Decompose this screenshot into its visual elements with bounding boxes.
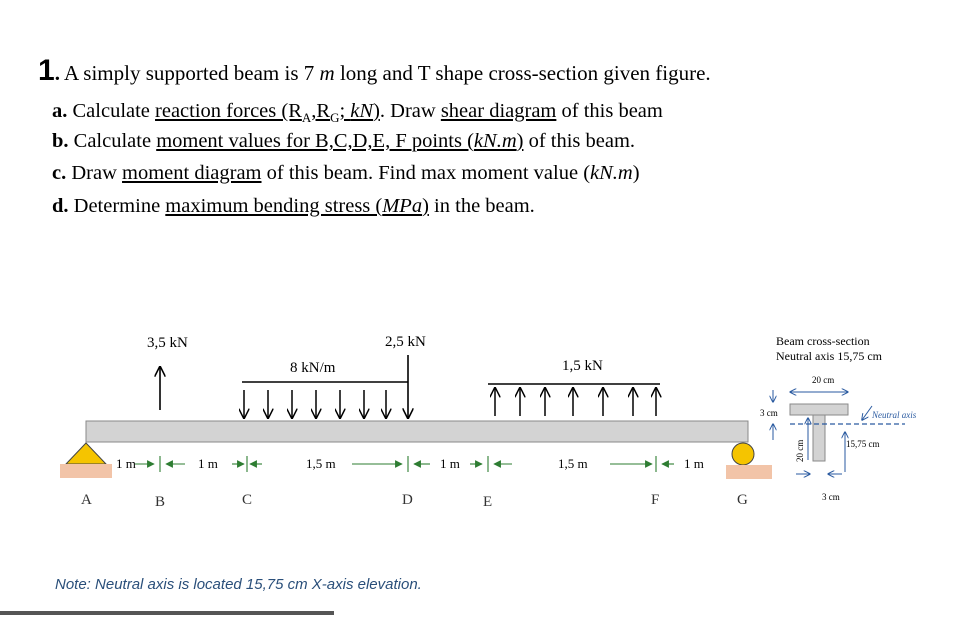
pin-support-A — [66, 443, 106, 464]
cs-width-label: 20 cm — [812, 375, 835, 385]
c-label: c. — [52, 162, 67, 184]
cs-na-label: Neutral axis — [872, 410, 917, 420]
point-E: E — [483, 494, 493, 510]
dist-load-arrows — [244, 390, 386, 418]
dim-AB: 1 m — [116, 456, 136, 471]
point-D: D — [402, 492, 413, 508]
cs-flange — [790, 404, 848, 415]
point-A: A — [81, 492, 92, 508]
question-dash: . — [54, 61, 60, 85]
dist-load-label: 8 kN/m — [290, 360, 336, 376]
d-label: d. — [52, 195, 69, 217]
up-load-arrows — [495, 388, 656, 416]
bottom-rule — [0, 611, 334, 615]
point-B: B — [155, 494, 166, 510]
d-text: Determine — [68, 195, 166, 217]
c-text3: ) — [632, 162, 640, 184]
b-label: b. — [52, 130, 69, 152]
support-G-base — [726, 465, 772, 479]
point-labels — [81, 492, 748, 510]
point-F: F — [651, 492, 660, 508]
c-text: Draw — [66, 162, 123, 184]
beam — [86, 421, 748, 442]
question-number: 1 — [38, 54, 55, 87]
load-D-label: 2,5 kN — [385, 334, 426, 350]
b-text: Calculate — [68, 130, 157, 152]
dim-FG: 1 m — [684, 456, 704, 471]
cs-flange-label: 3 cm — [760, 408, 778, 418]
up-load-label: 1,5 kN — [562, 358, 603, 374]
c-moment-diagram: moment diagram — [122, 162, 262, 184]
cs-na-distance: 15,75 cm — [846, 439, 880, 449]
dim-BC: 1 m — [198, 456, 218, 471]
note: Note: Neutral axis is located 15,75 cm X-axis elevation. — [55, 576, 422, 593]
load-B-label: 3,5 kN — [147, 335, 188, 351]
a-label: a. — [52, 100, 68, 122]
cs-web — [813, 415, 825, 461]
point-C: C — [242, 492, 253, 508]
d-stress: maximum bending stress (MPa) — [165, 195, 429, 217]
cs-title: Beam cross-section — [776, 334, 870, 348]
cs-depth-label: 20 cm — [795, 439, 805, 462]
c-unit: kN.m — [590, 162, 633, 184]
dim-EF: 1,5 m — [558, 456, 588, 471]
dim-CD: 1,5 m — [306, 456, 336, 471]
a-text2: . Draw — [379, 100, 441, 122]
cs-na-pointer — [862, 406, 872, 420]
roller-support-G — [732, 443, 754, 465]
b-moment: moment values for B,C,D,E, F points (kN.m) — [156, 130, 524, 152]
c-text2: of this beam. Find max moment value ( — [261, 162, 591, 184]
d-text2: in the beam. — [428, 195, 535, 217]
a-text3: of this beam — [556, 100, 663, 122]
a-text: Calculate — [67, 100, 156, 122]
intro-text-end: long and T shape cross-section given figure. — [334, 61, 711, 85]
intro-unit: m — [319, 61, 335, 85]
cs-neutral-title: Neutral axis 15,75 cm — [776, 349, 882, 363]
support-A-base — [60, 464, 112, 478]
a-shear: shear diagram — [440, 100, 557, 122]
dim-DE: 1 m — [440, 456, 460, 471]
cs-web-label: 3 cm — [822, 492, 840, 502]
point-G: G — [737, 492, 748, 508]
b-text2: of this beam. — [523, 130, 636, 152]
intro-text: A simply supported beam is 7 — [59, 61, 320, 85]
a-reaction: reaction forces ($R_A,R_G$; kN) — [155, 100, 380, 126]
